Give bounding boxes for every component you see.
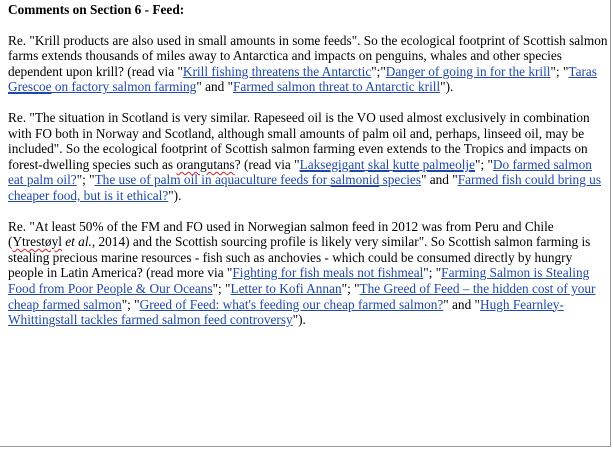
paragraph-text: " and " — [196, 79, 234, 95]
link-danger-going-in-for-krill[interactable]: Danger of going in for the krill — [385, 63, 551, 79]
paragraph-text: " and " — [421, 172, 458, 188]
paragraph-text: ";" — [371, 63, 386, 79]
paragraph-text: "; " — [76, 172, 95, 188]
paragraph-text: ? (read via " — [234, 156, 300, 172]
paragraph-text: "; " — [212, 280, 231, 296]
paragraph-text: 2014) and the Scottish sourcing profile is likely very similar". So Scottish salmon farming is stealing precious marine resources - fish such as anchovies - which could be consumed directly by hungry people in Latin America? (read more via " — [8, 234, 591, 281]
link-greed-of-feed-whats-feeding[interactable]: Greed of Feed: what's feeding our cheap farmed salmon? — [139, 296, 444, 312]
paragraph-text: "; " — [475, 156, 493, 172]
paragraph-krill — [8, 33, 610, 95]
section-heading: Comments on Section 6 - Feed: — [8, 2, 185, 17]
paragraph-fishmeal — [8, 219, 610, 328]
paragraph-palm-oil — [8, 110, 610, 204]
paragraph-text: "). — [292, 312, 306, 328]
italic-citation: et al., — [65, 234, 96, 250]
link-farmed-salmon-eat-palm-oil[interactable]: Do farmed salmon eat palm oil? — [8, 156, 592, 188]
paragraph-text: "). — [440, 79, 454, 95]
link-hugh-fearnley-whittingstall[interactable]: Hugh Fearnley-Whittingstall tackles farmed salmon feed controversy — [8, 296, 564, 328]
paragraph-text: Re. "Krill products are also used in small amounts in some feeds". So the ecological footprint of Scottish salmon farms extends thousands of miles away to Antarctica and impacts on penguins, whales and other species dependent upon krill? (read via " — [8, 32, 608, 79]
link-greed-of-feed-hidden-cost[interactable]: The Greed of Feed – the hidden cost of your cheap farmed salmon — [8, 280, 596, 312]
paragraph-text: " and " — [443, 296, 480, 312]
link-taras-grescoe-factory-salmon-farming[interactable]: Taras Grescoe on factory salmon farming — [8, 63, 597, 95]
misspelled-word: Ytrestøyl — [12, 234, 62, 250]
link-krill-fishing-threatens-antarctic[interactable]: Krill fishing threatens the Antarctic — [182, 63, 372, 79]
link-laksegigant-palmeolje[interactable]: Laksegigant skal kutte palmeolje — [299, 156, 476, 172]
link-palm-oil-aquaculture-feeds[interactable]: The use of palm oil in aquaculture feeds for salmonid species — [94, 172, 421, 188]
paragraph-text: "; " — [121, 296, 140, 312]
paragraph-text: "). — [168, 187, 182, 203]
paragraph-text: "; " — [550, 63, 569, 79]
paragraph-text: Re. "At least 50% of the FM and FO used in Norwegian salmon feed in 2012 was from Peru and Chile ( — [8, 218, 554, 250]
link-farmed-fish-cheaper-food[interactable]: Farmed fish could bring us cheaper food, but is it ethical? — [8, 172, 601, 203]
paragraph-text: Re. "The situation in Scotland is very similar. Rapeseed oil is the VO used almost exclusively in combination with FO both in Norway and Scotland, although small amounts of palm oil and, perhaps, linseed oil, may be included". So the ecological footprint of Scottish salmon farming even extends to the Tropics and impacts on forest-dwelling species such as — [8, 109, 590, 172]
paragraph-text: "; " — [341, 280, 360, 296]
paragraph-text: "; " — [423, 265, 442, 281]
link-farmed-salmon-threat-antarctic-krill[interactable]: Farmed salmon threat to Antarctic krill — [233, 79, 441, 95]
misspelled-word: orangutans — [176, 156, 235, 172]
link-fighting-for-fish-meals[interactable]: Fighting for fish meals not fishmeal — [232, 265, 424, 281]
link-letter-to-kofi-annan[interactable]: Letter to Kofi Annan — [230, 280, 342, 296]
link-farming-salmon-stealing-food[interactable]: Farming Salmon is Stealing Food from Poor People & Our Oceans — [8, 265, 590, 296]
